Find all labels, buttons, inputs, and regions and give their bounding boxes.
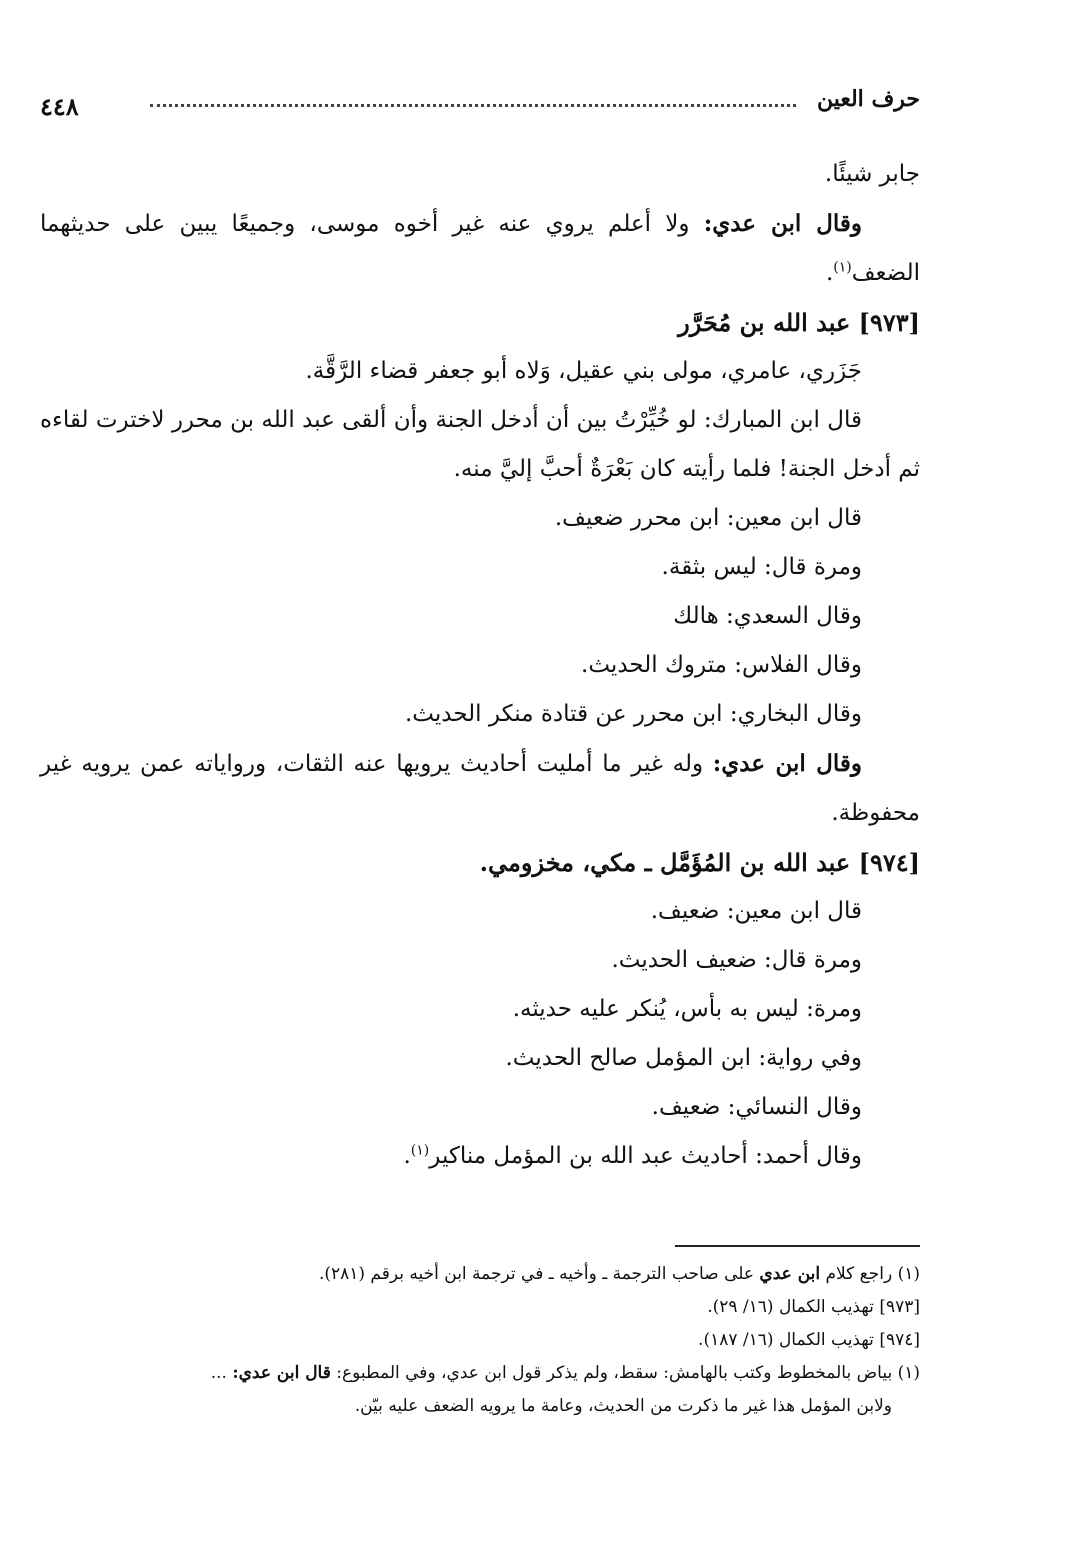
paragraph-text: وله غير ما أمليت أحاديث يرويها عنه الثقات، ورواياته عمن يرويه غير محفوظة. <box>40 751 920 826</box>
footnote-text: على صاحب الترجمة ـ وأخيه ـ في ترجمة ابن أخيه برقم (٢٨١). <box>318 1264 760 1284</box>
footnote: [٩٧٣] تهذيب الكمال (١٦/ ٢٩). <box>707 1297 920 1317</box>
header-dotted-rule <box>150 104 796 110</box>
footnote-continuation: ولابن المؤمل هذا غير ما ذكرت من الحديث، وعامة ما يرويه الضعف عليه بيّن. <box>354 1396 892 1416</box>
footnote-bold: قال ابن عدي: <box>232 1363 331 1383</box>
paragraph: قال ابن المبارك: لو خُيِّرْتُ بين أن أدخل الجنة وأن ألقى عبد الله بن محرر لاخترت لقاءه ثم أدخل الجنة! فلما رأيته كان بَعْرَةٌ أحبَّ إليَّ منه. <box>40 407 920 482</box>
book-page <box>40 80 920 1500</box>
footnote-ref: (١) <box>410 1142 430 1159</box>
footnote-ref: (١) <box>833 259 852 276</box>
paragraph <box>40 1132 920 1181</box>
footnote-bold: ابن عدي <box>759 1264 821 1284</box>
chapter-title: حرف العين <box>816 86 920 112</box>
paragraph: جَزَري، عامري، مولى بني عقيل، وَلاه أبو جعفر قضاء الرَّقَّة. <box>305 358 862 384</box>
page-number: ٤٤٨ <box>40 92 79 121</box>
paragraph: ومرة قال: ليس بثقة. <box>661 554 862 580</box>
main-text <box>40 150 920 1181</box>
paragraph: قال ابن معين: ضعيف. <box>650 898 862 924</box>
footnote <box>40 1357 920 1390</box>
paragraph: قال ابن معين: ابن محرر ضعيف. <box>554 505 862 531</box>
paragraph: ومرة: ليس به بأس، يُنكر عليه حديثه. <box>512 996 862 1022</box>
paragraph-text: وقال أحمد: أحاديث عبد الله بن المؤمل مناكير <box>429 1143 862 1169</box>
paragraph: وقال الفلاس: متروك الحديث. <box>581 652 862 678</box>
paragraph-text: ولا أعلم يروي عنه غير أخوه موسى، وجميعًا يبين على حديثهما الضعف <box>40 211 920 286</box>
footnote-text: ... <box>210 1363 233 1383</box>
paragraph: وقال النسائي: ضعيف. <box>651 1094 862 1120</box>
paragraph-end: . <box>825 260 834 286</box>
footnotes <box>40 1258 920 1423</box>
entry-heading-974: [٩٧٤] عبد الله بن المُؤَمَّل ـ مكي، مخزومي. <box>479 848 920 877</box>
paragraph-end: . <box>403 1143 411 1169</box>
paragraph: وفي رواية: ابن المؤمل صالح الحديث. <box>505 1045 862 1071</box>
entry-heading-973: [٩٧٣] عبد الله بن مُحَرَّر <box>678 308 920 337</box>
paragraph: وقال السعدي: هالك <box>673 603 862 629</box>
footnote-text: (١) راجع كلام <box>820 1264 920 1284</box>
paragraph: وقال البخاري: ابن محرر عن قتادة منكر الحديث. <box>404 701 862 727</box>
paragraph <box>40 199 920 298</box>
running-header <box>40 86 920 126</box>
speaker-label: وقال ابن عدي: <box>703 210 862 237</box>
speaker-label: وقال ابن عدي: <box>712 750 862 777</box>
paragraph: جابر شيئًا. <box>824 161 920 187</box>
footnote-separator <box>675 1245 920 1247</box>
footnote <box>40 1258 920 1291</box>
paragraph <box>40 739 920 838</box>
footnote-text: (١) بياض بالمخطوط وكتب بالهامش: سقط، ولم يذكر قول ابن عدي، وفي المطبوع: <box>330 1363 920 1383</box>
paragraph: ومرة قال: ضعيف الحديث. <box>611 947 862 973</box>
footnote: [٩٧٤] تهذيب الكمال (١٦/ ١٨٧). <box>698 1330 920 1350</box>
